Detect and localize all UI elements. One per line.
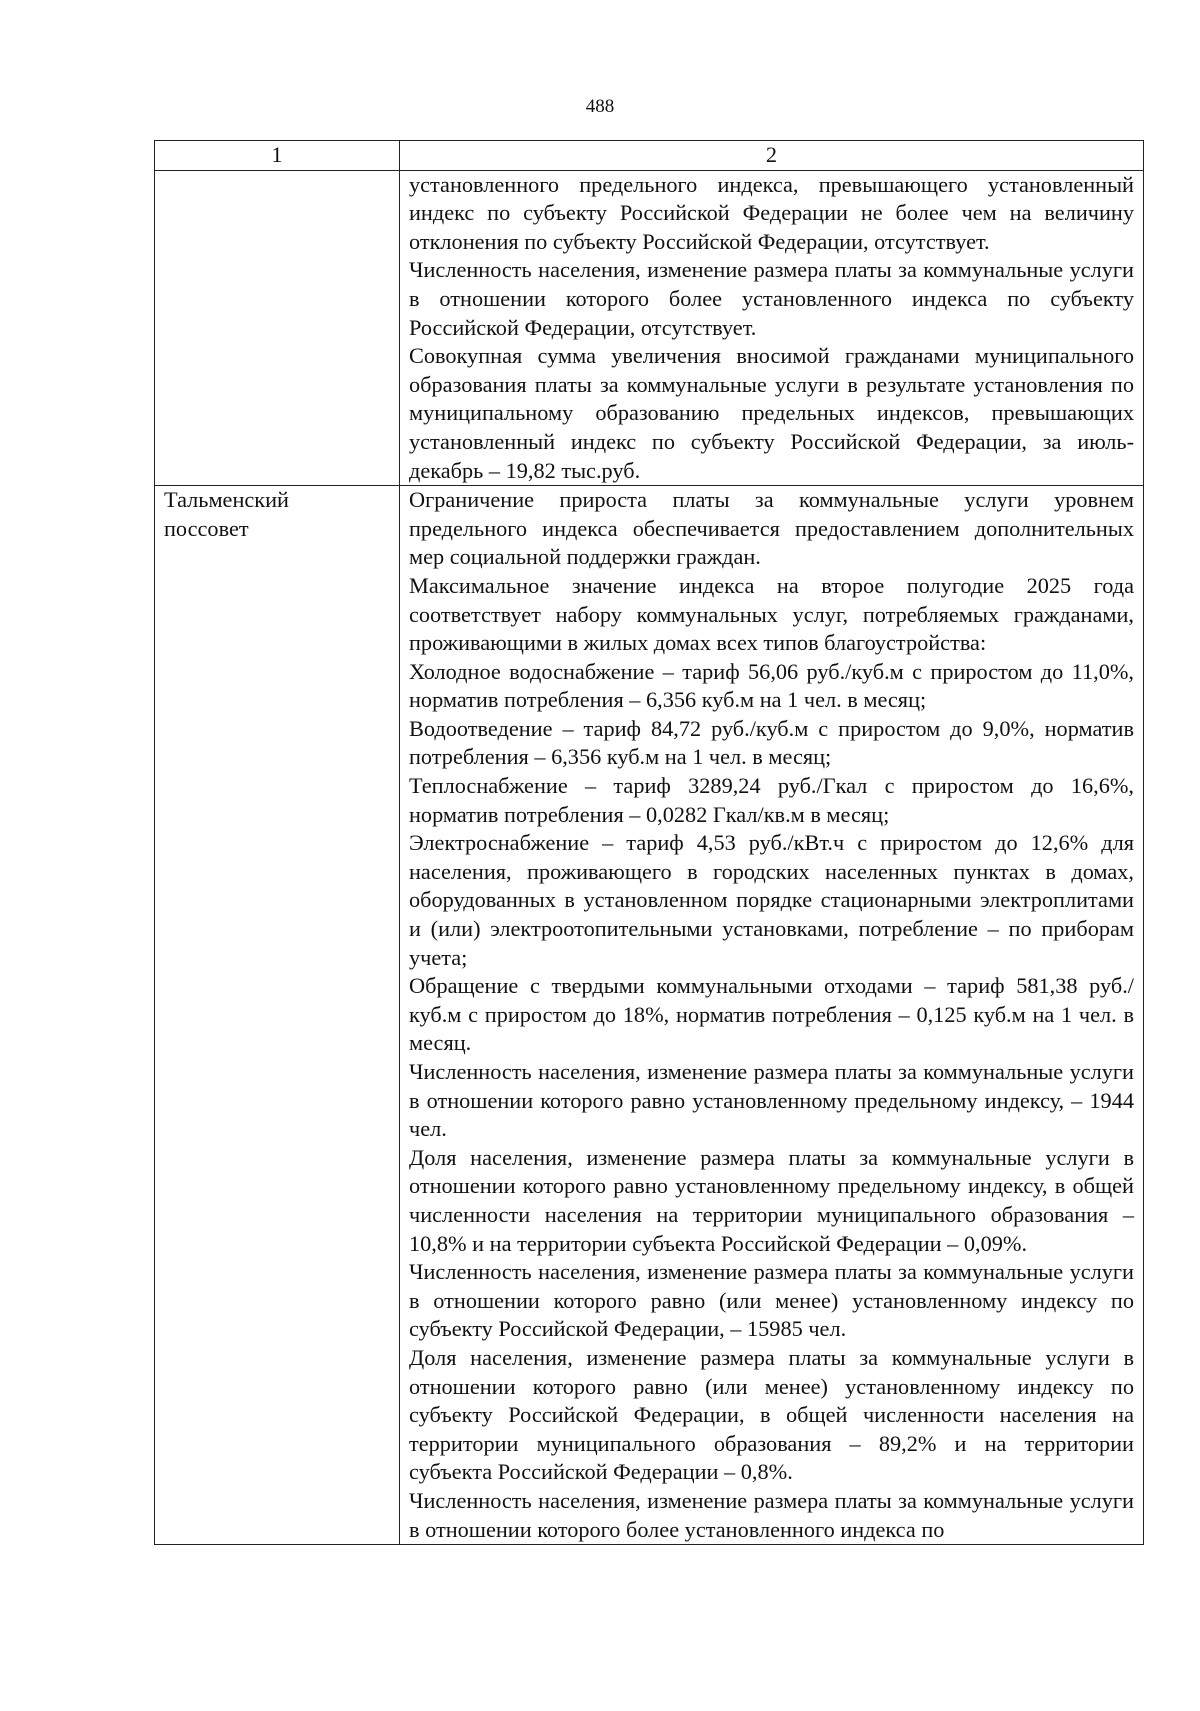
column-header-2: 2 [400, 141, 1144, 171]
paragraph: Электроснабжение – тариф 4,53 руб./кВт.ч с приростом до 12,6% для населения, проживающего в городских населенных пунктах в домах, оборудованных в установленном порядке стационарными электроплитами и (или) электроотопительными установками, потребление – по приборам учета; [409, 830, 1134, 970]
municipality-name-line: поссовет [164, 515, 249, 541]
description-cell [400, 170, 1144, 486]
description-cell [400, 486, 1144, 1545]
paragraph: Обращение с твердыми коммунальными отходами – тариф 581,38 руб./куб.м с приростом до 18%, норматив потребления – 0,125 куб.м на 1 чел. в месяц. [409, 973, 1134, 1056]
main-table [154, 140, 1144, 1545]
table-header-row [155, 141, 1144, 171]
table-row [155, 170, 1144, 486]
paragraph: установленного предельного индекса, превышающего установленный индекс по субъекту Российской Федерации не более чем на величину отклонения по субъекту Российской Федерации, отсутствует. [409, 171, 1134, 254]
paragraph: Холодное водоснабжение – тариф 56,06 руб./куб.м с приростом до 11,0%, норматив потребления – 6,356 куб.м на 1 чел. в месяц; [409, 658, 1134, 713]
paragraph: Теплоснабжение – тариф 3289,24 руб./Гкал с приростом до 16,6%, норматив потребления – 0,0282 Гкал/кв.м в месяц; [409, 773, 1134, 827]
municipality-name-cell [155, 170, 400, 486]
paragraph: Численность населения, изменение размера платы за коммунальные услуги в отношении которого более установленного индекса по субъекту Российской Федерации, отсутствует. [409, 257, 1134, 340]
page-number: 488 [585, 96, 615, 117]
paragraph: Численность населения, изменение размера платы за коммунальные услуги в отношении которого более установленного индекса по [409, 1487, 1134, 1542]
paragraph: Совокупная сумма увеличения вносимой гражданами муниципального образования платы за коммунальные услуги в результате установления по муниципальному образованию предельных индексов, превышающих установленный индекс по субъекту Российской Федерации, за июль-декабрь – 19,82 тыс.руб. [409, 343, 1134, 483]
paragraph: Доля населения, изменение размера платы за коммунальные услуги в отношении которого равно установленному предельному индексу, в общей численности населения на территории муниципального образования – 10,8% и на территории субъекта Российской Федерации – 0,09%. [409, 1144, 1134, 1256]
municipality-name-cell [155, 486, 400, 1545]
paragraph: Доля населения, изменение размера платы за коммунальные услуги в отношении которого равно (или менее) установленному индексу по субъекту Российской Федерации, в общей численности населения на территории муниципального образования – 89,2% и на территории субъекта Российской Федерации – 0,8%. [409, 1344, 1134, 1485]
municipality-name-line: Тальменский [164, 487, 289, 513]
paragraph: Ограничение прироста платы за коммунальные услуги уровнем предельного индекса обеспечивается предоставлением дополнительных мер социальной поддержки граждан. [409, 487, 1134, 570]
paragraph: Численность населения, изменение размера платы за коммунальные услуги в отношении которого равно установленному предельному индексу, – 1944 чел. [409, 1059, 1134, 1142]
column-header-1: 1 [155, 141, 400, 171]
paragraph: Максимальное значение индекса на второе полугодие 2025 года соответствует набору коммунальных услуг, потребляемых гражданами, проживающими в жилых домах всех типов благоустройства: [409, 572, 1134, 656]
paragraph: Численность населения, изменение размера платы за коммунальные услуги в отношении которого равно (или менее) установленному индексу по субъекту Российской Федерации, – 15985 чел. [409, 1259, 1134, 1342]
paragraph: Водоотведение – тариф 84,72 руб./куб.м с приростом до 9,0%, норматив потребления – 6,356 куб.м на 1 чел. в месяц; [409, 715, 1134, 770]
table-row [155, 486, 1144, 1545]
